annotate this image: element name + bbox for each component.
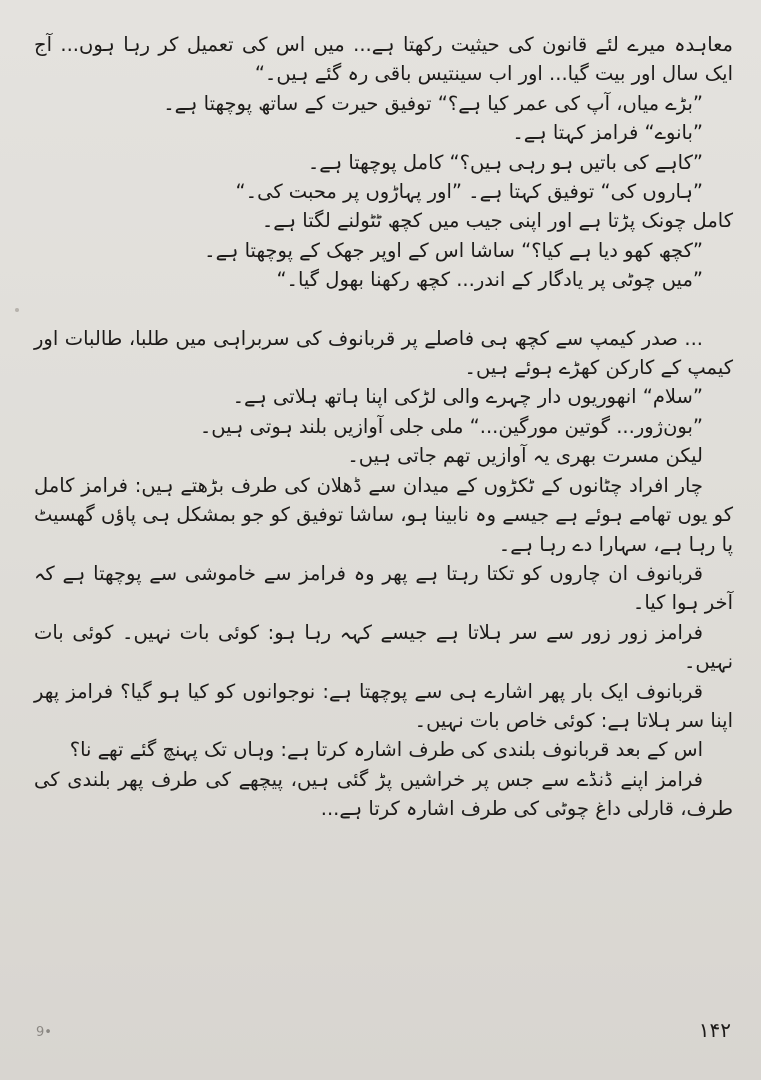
paragraph: ”بڑے میاں، آپ کی عمر کیا ہے؟“ توفیق حیرت کے ساتھ پوچھتا ہے۔ (163, 91, 703, 115)
page-number: ۱۴۲ (698, 1018, 731, 1042)
paragraph: کامل چونک پڑتا ہے اور اپنی جیب میں کچھ ٹٹولنے لگتا ہے۔ (261, 209, 733, 233)
paragraph: چار افراد چٹانوں کے ٹکڑوں کے میدان سے ڈھلان کی طرف بڑھتے ہیں: فرامز کامل کو یوں تھامے ہوئے ہے جیسے وہ نابینا ہو، ساشا توفیق کو جو بمشکل ہی پاؤں گھسیٹ پا رہا ہے، سہارا دے رہا ہے۔ (34, 473, 733, 556)
paragraph: ”سلام“ انھوریوں دار چہرے والی لڑکی اپنا ہاتھ ہلاتی ہے۔ (232, 385, 703, 409)
paragraph: ”کاہے کی باتیں ہو رہی ہیں؟“ کامل پوچھتا ہے۔ (307, 150, 703, 174)
paragraph: قربانوف ان چاروں کو تکتا رہتا ہے پھر وہ فرامز سے خاموشی سے پوچھتا ہے کہ آخر ہوا کیا۔ (34, 561, 733, 615)
paragraph: فرامز اپنے ڈنڈے سے جس پر خراشیں پڑ گئی ہیں، پیچھے کی طرف پھر بلندی کی طرف، قارلی داغ چوٹی کی طرف اشارہ کرتا ہے... (34, 767, 733, 821)
paragraph: لیکن مسرت بھری یہ آوازیں تھم جاتی ہیں۔ (347, 444, 703, 468)
paragraph: فرامز زور زور سے سر ہلاتا ہے جیسے کہہ رہا ہو: کوئی بات نہیں۔ کوئی بات نہیں۔ (34, 620, 733, 674)
paragraph: ”میں چوٹی پر یادگار کے اندر... کچھ رکھنا بھول گیا۔“ (276, 268, 703, 292)
paper-speck (15, 308, 19, 312)
paragraph: ”کچھ کھو دیا ہے کیا؟“ ساشا اس کے اوپر جھک کے پوچھتا ہے۔ (204, 238, 703, 262)
paragraph: اس کے بعد قربانوف بلندی کی طرف اشارہ کرتا ہے: وہاں تک پہنچ گئے تھے نا؟ (69, 738, 703, 762)
paragraph: ”بون‌ژور... گوتین مورگین...“ ملی جلی آوازیں بلند ہوتی ہیں۔ (199, 414, 703, 438)
paragraph: ”ہاروں کی“ توفیق کہتا ہے۔ ”اور پہاڑوں پر محبت کی۔“ (235, 180, 703, 204)
page-body-text (34, 30, 733, 824)
paragraph: قربانوف ایک بار پھر اشارے ہی سے پوچھتا ہے: نوجوانوں کو کیا ہو گیا؟ فرامز پھر اپنا سر ہلاتا ہے: کوئی خاص بات نہیں۔ (34, 679, 733, 732)
paragraph: معاہدہ میرے لئے قانون کی حیثیت رکھتا ہے... میں اس کی تعمیل کر رہا ہوں... آج ایک سال اور بیت گیا... اور اب سینتیس باقی رہ گئے ہیں۔“ (34, 33, 733, 86)
paragraph: ”بانوے“ فرامز کہتا ہے۔ (512, 121, 703, 145)
paragraph: ... صدر کیمپ سے کچھ ہی فاصلے پر قربانوف کی سربراہی میں طلبا، طالبات اور کیمپ کے کارکن کھڑے ہوئے ہیں۔ (34, 326, 733, 380)
corner-mark: 9• (36, 1025, 52, 1040)
